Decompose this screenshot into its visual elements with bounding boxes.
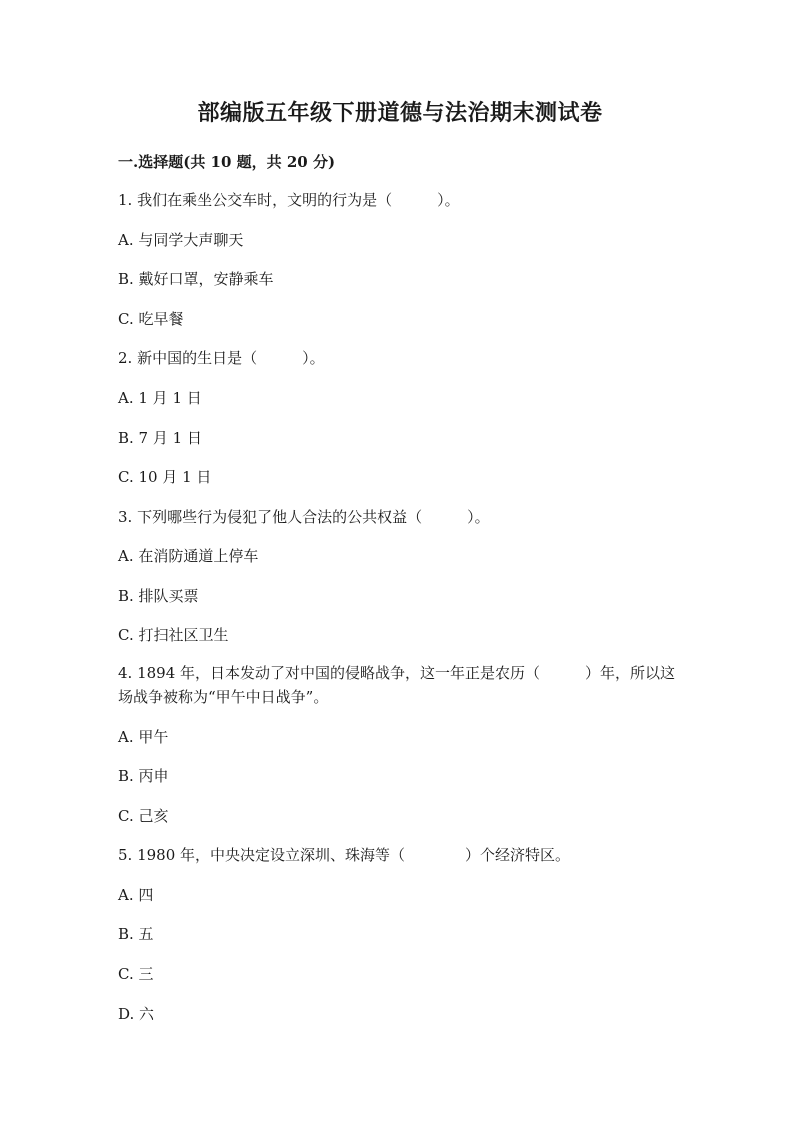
question-1-option-a: A. 与同学大声聊天 [118,231,244,249]
question-2-option-a: A. 1 月 1 日 [118,389,202,407]
question-3-option-b: B. 排队买票 [118,587,199,605]
question-5-option-d: D. 六 [118,1005,155,1023]
question-5-option-c: C. 三 [118,965,154,983]
question-3-option-c: C. 打扫社区卫生 [118,626,229,644]
question-2-option-c: C. 10 月 1 日 [118,468,212,486]
question-1-option-b: B. 戴好口罩，安静乘车 [118,270,274,288]
question-4-stem: 4. 1894 年，日本发动了对中国的侵略战争，这一年正是农历（ ）年，所以这场战争被称为“甲午中日战争”。 [118,664,676,706]
question-1-option-c: C. 吃早餐 [118,310,184,328]
question-5-option-a: A. 四 [118,886,154,904]
question-1-stem: 1. 我们在乘坐公交车时，文明的行为是（ ）。 [118,191,460,209]
page-title: 部编版五年级下册道德与法治期末测试卷 [197,100,603,126]
question-4-option-c: C. 己亥 [118,807,169,825]
question-4-option-b: B. 丙申 [118,767,169,785]
question-4-option-a: A. 甲午 [118,728,169,746]
question-5-stem: 5. 1980 年，中央决定设立深圳、珠海等（ ）个经济特区。 [118,846,571,864]
question-2-stem: 2. 新中国的生日是（ ）。 [118,349,325,367]
section-heading: 一.选择题(共 10 题，共 20 分) [118,153,336,171]
question-3-option-a: A. 在消防通道上停车 [118,547,259,565]
question-3-stem: 3. 下列哪些行为侵犯了他人合法的公共权益（ ）。 [118,508,490,526]
question-5-option-b: B. 五 [118,925,154,943]
question-2-option-b: B. 7 月 1 日 [118,429,202,447]
